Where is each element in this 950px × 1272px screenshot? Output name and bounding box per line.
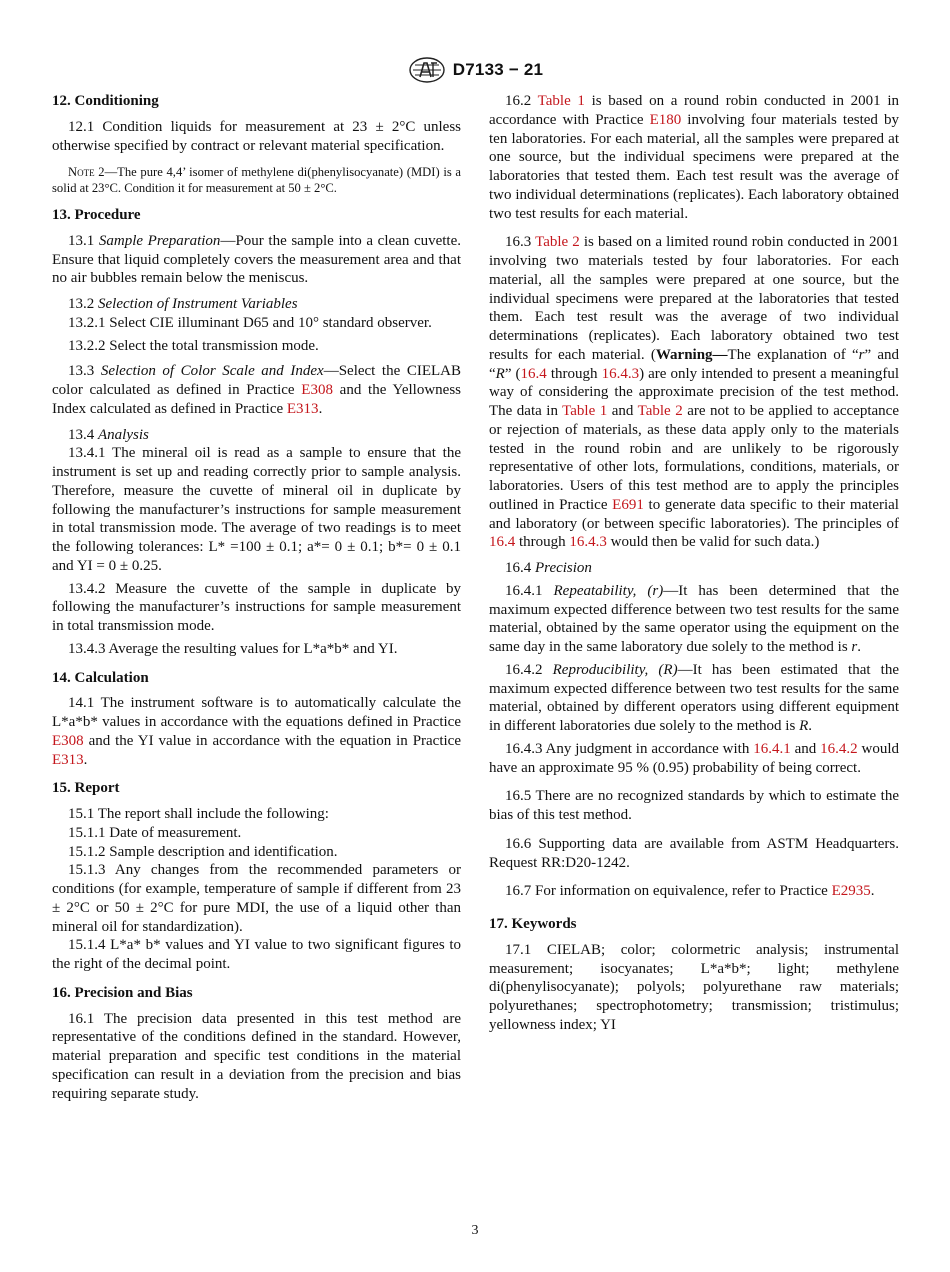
para-text: ” and “: [489, 346, 899, 382]
paragraph-16-6: 16.6 Supporting data are available from ASTM Headquarters. Request RR:D20-1242.: [489, 835, 899, 871]
section-heading-precision-bias: 16. Precision and Bias: [52, 984, 193, 1001]
section-spacer: [489, 901, 899, 915]
link-16-4-3[interactable]: 16.4.3: [601, 365, 640, 382]
paragraph-16-5: 16.5 There are no recognized standards by which to estimate the bias of this test method.: [489, 788, 899, 823]
paragraph-17-1: 17.1 CIELAB; color; colormetric analysis; instrumental measurement; isocyanates; L*a*b*; light; methylene di(phenylisocyanate); polyols; polyurethane raw materials; polyurethanes; spectrophotometry; transmission; tristimulus; yellowness index; YI: [489, 941, 899, 1033]
para-text: through: [515, 534, 570, 551]
paragraph-15-1-4: 15.1.4 L*a* b* values and YI value to two significant figures to the right of the decimal point.: [52, 937, 461, 973]
section-heading-keywords: 17. Keywords: [489, 916, 577, 932]
para-text: 16.4.3 Any judgment in accordance with: [505, 740, 754, 757]
note-2: [52, 165, 461, 196]
para-text: .: [83, 751, 88, 768]
link-e308[interactable]: E308: [52, 732, 84, 749]
para-title: Selection of Color Scale and Index: [100, 363, 324, 380]
para-text: involving four materials tested by ten laboratories. For each material, all the samples were prepared at one source, but the individual specimens were prepared at the laboratories that tested them. Each test result was the average of two individual determinations (replicates). Each laboratory obtained two test results for each material.: [489, 111, 899, 222]
note-text: 2—The pure 4,4’ isomer of methylene di(phenylisocyanate) (MDI) is a solid at 23°C. Condition it for measurement at 50 ± 2°C.: [52, 165, 461, 195]
variable-R: R: [799, 718, 809, 734]
link-table-2[interactable]: Table 2: [535, 234, 580, 251]
section-spacer: [52, 196, 461, 206]
warning-label: Warning—: [655, 346, 728, 363]
variable-r: r: [858, 346, 865, 363]
link-e313[interactable]: E313: [52, 751, 84, 768]
para-text: through: [546, 365, 602, 382]
para-text: would have an approximate 95 % (0.95) probability of being correct.: [489, 740, 899, 776]
para-number: 16.4: [505, 560, 535, 576]
para-text: —Select the CIELAB color calculated as defined in Practice: [52, 363, 462, 399]
para-text: and: [607, 403, 638, 419]
para-text: would then be valid for such data.): [606, 534, 820, 551]
paragraph-16-4-2: [489, 661, 899, 736]
paragraph-13-4-1: 13.4.1 The mineral oil is read as a sample to ensure that the instrument is set up and reading correctly prior to sample analysis. Therefore, measure the cuvette of mineral oil in duplicate by following the manufacturer’s instructions for sample measurement in total transmission mode. The average of two readings is to meet the following tolerances: L* =100 ± 0.1; a*= 0 ± 0.1; b*= 0 ± 0.1 and YI = 0 ± 0.25.: [52, 445, 461, 574]
variable-R: R: [495, 365, 505, 382]
paragraph-16-3: [489, 233, 899, 552]
link-e691[interactable]: E691: [612, 496, 644, 513]
paragraph-16-2: [489, 92, 899, 223]
paragraph-15-1-3: 15.1.3 Any changes from the recommended parameters or conditions (for example, temperature of sample if different from 23 ± 2°C or 50 ± 2°C for pure MDI, the use of a liquid other than mineral oil for standardization).: [52, 862, 461, 935]
para-title: Reproducibility, (R): [552, 661, 678, 678]
para-number: 16.4.2: [505, 661, 553, 678]
paragraph-15-1-1: 15.1.1 Date of measurement.: [68, 824, 242, 841]
designation: D7133 − 21: [452, 59, 544, 79]
paragraph-13-4: [52, 426, 461, 445]
para-text: .: [857, 639, 862, 655]
para-text: to generate data specific to their material and laboratory (or between specific laboratories). The principles of: [489, 496, 899, 532]
para-text: and the Yellowness Index calculated as defined in Practice: [52, 382, 461, 417]
para-number: 16.2: [505, 93, 538, 109]
left-column: [52, 92, 461, 1103]
link-table-1[interactable]: Table 1: [537, 93, 585, 109]
section-heading-procedure: 13. Procedure: [52, 207, 141, 224]
para-text: .: [808, 718, 812, 734]
link-e2935[interactable]: E2935: [831, 883, 871, 900]
paragraph-16-4-3: [489, 740, 899, 778]
paragraph-16-4: [489, 559, 899, 578]
section-heading-calculation: 14. Calculation: [52, 669, 149, 686]
paragraph-15-1-2: 15.1.2 Sample description and identification.: [68, 843, 338, 860]
paragraph-14-1: [52, 694, 461, 769]
para-text: are not to be applied to acceptance or rejection of materials, as these data apply only to the materials tested in the round robin and are unlikely to be rigorously representative of other lots, formulations, conditions, materials, or laboratories. Users of this test method are to apply the principles outlined in Practice: [489, 403, 899, 513]
para-text: 16.7 For information on equivalence, refer to Practice: [505, 883, 832, 900]
link-16-4-2[interactable]: 16.4.2: [820, 740, 858, 757]
link-16-4[interactable]: 16.4: [520, 365, 547, 382]
para-title: Selection of Instrument Variables: [98, 296, 298, 313]
para-number: 16.4.1: [505, 582, 554, 599]
paragraph-13-4-3: 13.4.3 Average the resulting values for L*a*b* and YI.: [68, 640, 398, 657]
variable-r: r: [851, 639, 858, 655]
para-number: 13.3: [68, 363, 101, 380]
para-text: —Pour the sample into a clean cuvette. Ensure that liquid completely covers the measurement area and that no air bubbles remain below the meniscus.: [52, 232, 462, 287]
para-text: .: [318, 400, 323, 417]
paragraph-16-4-1: [489, 582, 899, 657]
para-number: 13.1: [68, 232, 99, 249]
para-number: 13.2: [68, 296, 98, 313]
link-16-4-3[interactable]: 16.4.3: [569, 534, 607, 551]
para-title: Repeatability, (r): [553, 582, 664, 599]
para-text: —It has been determined that the maximum expected difference between two test results for the same material, obtained by the same operator using the equipment on the same day in the same laboratory due solely to the method is: [489, 582, 899, 655]
link-e308[interactable]: E308: [301, 382, 333, 399]
para-text: The explanation of “: [727, 346, 859, 363]
paragraph-16-7: [489, 882, 899, 901]
paragraph-13-3: [52, 362, 461, 418]
section-heading-conditioning: 12. Conditioning: [52, 93, 159, 109]
paragraph-13-4-2: 13.4.2 Measure the cuvette of the sample in duplicate by following the manufacturer’s instructions for sample measurement in total transmission mode.: [52, 580, 461, 635]
para-title: Sample Preparation: [98, 232, 221, 249]
para-title: Precision: [535, 560, 592, 576]
para-text: and: [790, 740, 821, 757]
link-table-2[interactable]: Table 2: [637, 403, 683, 419]
para-number: 13.4: [68, 426, 98, 443]
link-e313[interactable]: E313: [286, 400, 319, 417]
page-header: [0, 55, 950, 85]
paragraph-13-2-2: 13.2.2 Select the total transmission mode.: [68, 337, 319, 354]
paragraph-13-1: [52, 232, 461, 288]
paragraph-13-2-1: 13.2.1 Select CIE illuminant D65 and 10° standard observer.: [68, 314, 432, 331]
link-table-1[interactable]: Table 1: [562, 403, 608, 419]
para-text: is based on a limited round robin conducted in 2001 involving two materials tested by four laboratories. For each material, all the samples were prepared at one source, but the individual specimens were prepared at the laboratories that tested them. Each test result was the average of two individual determinations (replicates). Each laboratory obtained two test results for each material. (: [489, 234, 899, 363]
section-heading-report: 15. Report: [52, 780, 120, 797]
paragraph-16-1: 16.1 The precision data presented in this test method are representative of the conditions defined in the standard. However, material preparation and specific test conditions in the material specification can result in a deviation from the precision and bias requiring separate study.: [52, 1010, 461, 1102]
astm-logo-icon: [407, 56, 447, 84]
link-16-4-1[interactable]: 16.4.1: [753, 740, 791, 757]
note-label: Note: [68, 165, 95, 180]
page-number: 3: [471, 1223, 479, 1238]
para-text: and the YI value in accordance with the equation in Practice: [83, 732, 461, 749]
para-text: ) are only intended to present a meaningful way of considering the approximate precision of the test method. The data in: [489, 365, 899, 419]
section-spacer: [52, 769, 461, 779]
para-text: is based on a round robin conducted in 2001 in accordance with Practice: [489, 93, 899, 128]
link-e180[interactable]: E180: [649, 111, 682, 128]
section-spacer: [52, 974, 461, 984]
para-text: —It has been estimated that the maximum expected difference between two test results for the same material, obtained by different operators using different equipment in different laboratories due solely to the method is: [489, 661, 899, 734]
section-spacer: [52, 659, 461, 669]
paragraph-12-1: 12.1 Condition liquids for measurement at 23 ± 2°C unless otherwise specified by contract or relevant material specification.: [52, 118, 461, 154]
right-column: [489, 92, 899, 1035]
paragraph-15-1: 15.1 The report shall include the following:: [68, 806, 329, 823]
link-16-4[interactable]: 16.4: [489, 534, 516, 551]
para-title: Analysis: [98, 426, 149, 443]
para-text: .: [870, 883, 875, 900]
paragraph-13-2: [52, 295, 461, 314]
para-text: ” (: [504, 365, 521, 382]
para-number: 16.3: [505, 234, 536, 251]
para-text: 14.1 The instrument software is to automatically calculate the L*a*b* values in accordance with the equations defined in Practice: [52, 695, 461, 731]
